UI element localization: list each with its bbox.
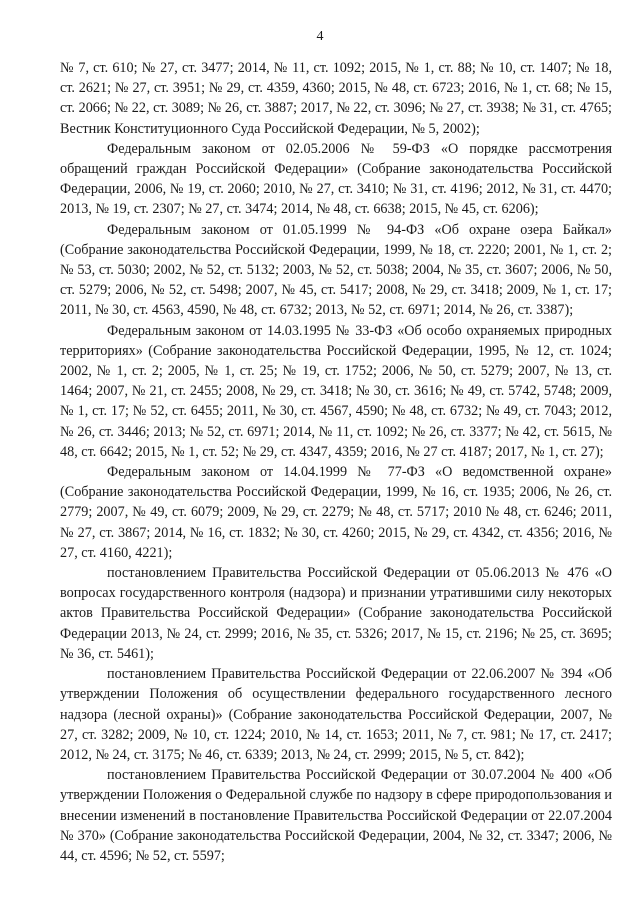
paragraph-law-33-fz: Федеральным законом от 14.03.1995 № 33-ФЗ «Об особо охраняемых природных территориях» (Собрание законодательства Российской Федерации, 1995, № 12, ст. 1024; 2002, № 1, ст. 2; 2005, № 1, ст. 25; № 19, ст. 1752; 2006, № 50, ст. 5279; 2007, № 13, ст. 1464; 2007, № 21, ст. 2455; 2008, № 29, ст. 3418; № 30, ст. 3616; № 49, ст. 5742, 5748; 2009, № 1, ст. 17; № 52, ст. 6455; 2011, № 30, ст. 4567, 4590; № 48, ст. 6732; № 49, ст. 7043; 2012, № 26, ст. 3446; 2013; № 52, ст. 6971; 2014, № 11, ст. 1092; № 26, ст. 3377; № 42, ст. 5615, № 48, ст. 6642; 2015, № 1, ст. 52; № 29, ст. 4347, 4359; 2016, № 27 ст. 4187; 2017, № 1, ст. 27); [60,322,612,460]
paragraph-resolution-394: постановлением Правительства Российской Федерации от 22.06.2007 № 394 «Об утверждении Положения об осуществлении федерального государственного лесного надзора (лесной охраны)» (Собрание законодательства Российской Федерации, 2007, № 27, ст. 3282; 2009, № 10, ст. 1224; 2010, № 14, ст. 1653; 2011, № 7, ст. 981; № 17, ст. 2417; 2012, № 24, ст. 3175; № 46, ст. 6339; 2013, № 24, ст. 2999; 2015, № 5, ст. 842); [60,666,612,763]
document-body [60,58,612,866]
paragraph-law-59-fz: Федеральным законом от 02.05.2006 № 59-ФЗ «О порядке рассмотрения обращений граждан Российской Федерации» (Собрание законодательства Российской Федерации, 2006, № 19, ст. 2060; 2010, № 27, ст. 3410; № 31, ст. 4196; 2012, № 31, ст. 4470; 2013, № 19, ст. 2307; № 27, ст. 3474; 2014, № 48, ст. 6638; 2015, № 45, ст. 6206); [60,140,612,218]
paragraph-law-77-fz: Федеральным законом от 14.04.1999 № 77-ФЗ «О ведомственной охране» (Собрание законодательства Российской Федерации, 1999, № 16, ст. 1935; 2006, № 26, ст. 2779; 2007, № 49, ст. 6079; 2009, № 29, ст. 2279; № 48, ст. 5717; 2010 № 48, ст. 6246; 2011, № 27, ст. 3867; 2014, № 16, ст. 1832; № 30, ст. 4260; 2015, № 29, ст. 4342, ст. 4356; 2016, № 27, ст. 4160, 4221); [60,464,612,561]
paragraph-law-94-fz: Федеральным законом от 01.05.1999 № 94-ФЗ «Об охране озера Байкал» (Собрание законодательства Российской Федерации, 1999, № 18, ст. 2220; 2001, № 1, ст. 2; № 53, ст. 5030; 2002, № 52, ст. 5132; 2003, № 52, ст. 5038; 2004, № 35, ст. 3607; 2006, № 50, ст. 5279; 2006, № 52, ст. 5498; 2007, № 45, ст. 5417; 2008, № 29, ст. 3418; 2009, № 1, ст. 17; 2011, № 30, ст. 4563, 4590, № 48, ст. 6732; 2013, № 52, ст. 6971; 2014, № 26, ст. 3387); [60,221,612,319]
page-number: 4 [316,29,324,44]
paragraph-resolution-400: постановлением Правительства Российской Федерации от 30.07.2004 № 400 «Об утверждении Положения о Федеральной службе по надзору в сфере природопользования и внесении изменений в постановление Правительства Российской Федерации от 22.07.2004 № 370» (Собрание законодательства Российской Федерации, 2004, № 32, ст. 3347; 2006, № 44, ст. 4596; № 52, ст. 5597; [60,767,612,864]
paragraph-continuation: № 7, ст. 610; № 27, ст. 3477; 2014, № 11, ст. 1092; 2015, № 1, ст. 88; № 10, ст. 1407; № 18, ст. 2621; № 27, ст. 3951; № 29, ст. 4359, 4360; 2015, № 48, ст. 6723; 2016, № 1, ст. 68; № 15, ст. 2066; № 22, ст. 3089; № 26, ст. 3887; 2017, № 22, ст. 3096; № 27, ст. 3938; № 31, ст. 4765; Вестник Конституционного Суда Российской Федерации, № 5, 2002); [60,60,612,137]
paragraph-resolution-476: постановлением Правительства Российской Федерации от 05.06.2013 № 476 «О вопросах государственного контроля (надзора) и признании утратившими силу некоторых актов Правительства Российской Федерации» (Собрание законодательства Российской Федерации 2013, № 24, ст. 2999; 2016, № 35, ст. 5326; 2017, № 15, ст. 2196; № 25, ст. 3695; № 36, ст. 5461); [60,565,612,662]
